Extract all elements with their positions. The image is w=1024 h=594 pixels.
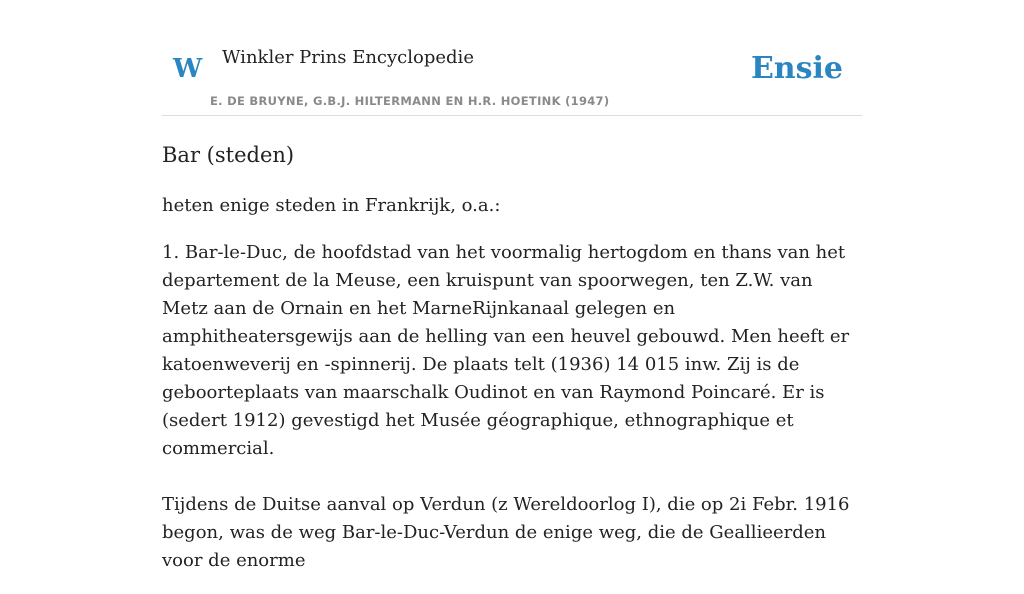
article-page [162, 0, 862, 571]
ensie-logo[interactable]: Ensie [750, 51, 843, 86]
entry-paragraph-verdun: Tijdens de Duitse aanval op Verdun (z Wereldoorlog I), die op 2i Febr. 1916 begon, was de weg Bar-le-Duc-Verdun de enige weg, die de Geallieerden voor de enorme [162, 494, 850, 571]
entry-title: Bar (steden) [162, 143, 295, 167]
source-authors: E. DE BRUYNE, G.B.J. HILTERMANN EN H.R. HOETINK (1947) [210, 94, 610, 108]
entry-body [162, 192, 862, 594]
entry-paragraph-intro: heten enige steden in Frankrijk, o.a.: [162, 195, 501, 216]
source-header [162, 0, 862, 116]
winkler-prins-logo[interactable]: W [173, 54, 203, 84]
source-title[interactable]: Winkler Prins Encyclopedie [222, 47, 474, 68]
entry-paragraph-bar-le-duc: 1. Bar-le-Duc, de hoofdstad van het voormalig hertogdom en thans van het departement de la Meuse, een kruispunt van spoorwegen, ten Z.W. van Metz aan de Ornain en het MarneRijnkanaal gelegen en amphitheatersgewijs aan de helling van een heuvel gebouwd. Men heeft er katoenweverij en -spinnerij. De plaats telt (1936) 14 015 inw. Zij is de geboorteplaats van maarschalk Oudinot en van Raymond Poincaré. Er is (sedert 1912) gevestigd het Musée géographique, ethnographique et commercial. [162, 242, 850, 459]
